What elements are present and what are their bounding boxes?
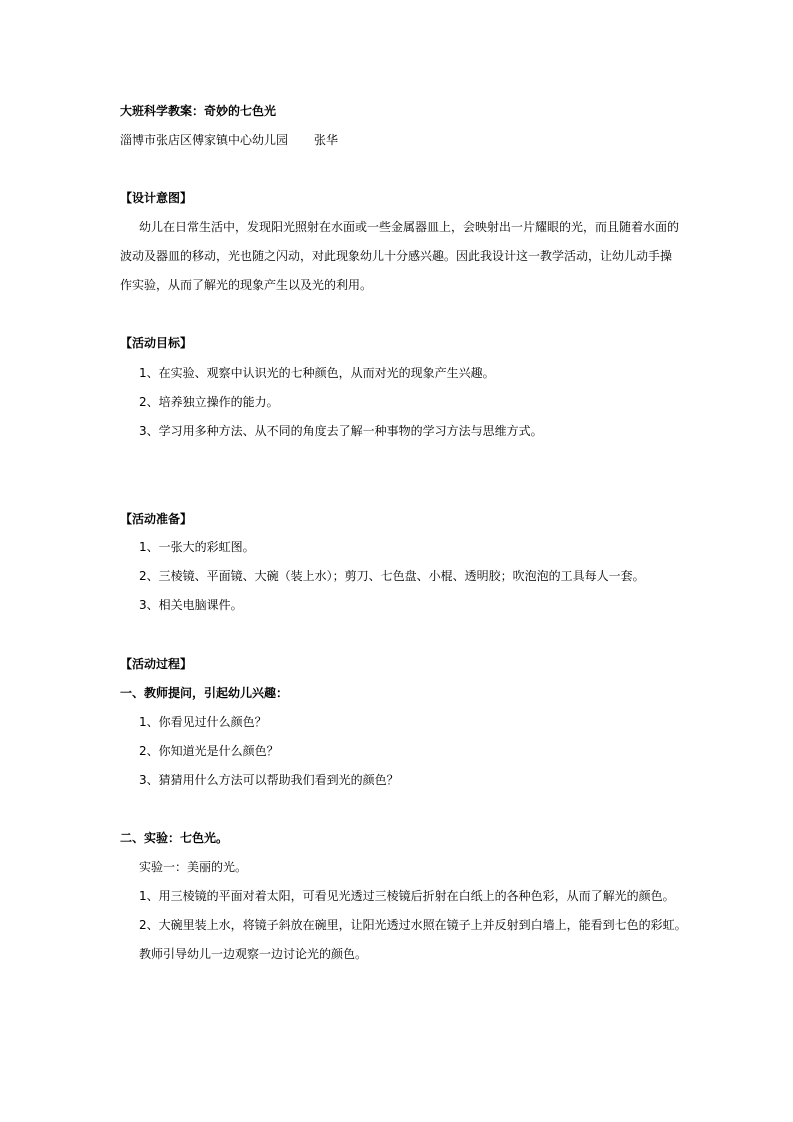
author-name: 张华: [314, 133, 339, 147]
list-item: 1、用三棱镜的平面对着太阳，可看见光透过三棱镜后折射在白纸上的各种色彩，从而了解光的颜色。: [139, 889, 675, 903]
list-item: 2、你知道光是什么颜色？: [139, 744, 279, 758]
list-item: 1、在实验、观察中认识光的七种颜色，从而对光的现象产生兴趣。: [139, 366, 495, 380]
paragraph-line: 幼儿在日常生活中，发现阳光照射在水面或一些金属器皿上，会映射出一片耀眼的光，而且随着水面的: [139, 220, 680, 234]
section-heading-design: 【设计意图】: [120, 191, 193, 205]
list-item: 1、一张大的彩虹图。: [139, 540, 255, 554]
process-part1-heading: 一、教师提问，引起幼儿兴趣：: [120, 686, 289, 700]
list-item: 3、猜猜用什么方法可以帮助我们看到光的颜色？: [139, 773, 399, 787]
list-item: 1、你看见过什么颜色？: [139, 715, 267, 729]
list-item: 2、大碗里装上水，将镜子斜放在碗里，让阳光透过水照在镜子上并反射到白墙上，能看到七色的彩虹。: [139, 918, 687, 932]
section-heading-goals: 【活动目标】: [120, 336, 193, 350]
author-line: [120, 133, 338, 147]
list-item: 3、相关电脑课件。: [139, 598, 243, 612]
list-item: 2、三棱镜、平面镜、大碗（装上水）；剪刀、七色盘、小棍、透明胶；吹泡泡的工具每人一套。: [139, 569, 645, 583]
section-heading-process: 【活动过程】: [120, 657, 193, 671]
experiment-note: 教师引导幼儿一边观察一边讨论光的颜色。: [139, 947, 368, 961]
paragraph-line: 作实验，从而了解光的现象产生以及光的利用。: [120, 278, 373, 292]
author-org: 淄博市张店区傅家镇中心幼儿园: [120, 133, 289, 147]
section-heading-prep: 【活动准备】: [120, 512, 193, 526]
list-item: 3、学习用多种方法、从不同的角度去了解一种事物的学习方法与思维方式。: [139, 424, 543, 438]
experiment-subheading: 实验一：美丽的光。: [139, 860, 248, 874]
process-part2-heading: 二、实验：七色光。: [120, 831, 229, 845]
list-item: 2、培养独立操作的能力。: [139, 395, 279, 409]
document-title: 大班科学教案：奇妙的七色光: [120, 104, 277, 118]
paragraph-line: 波动及器皿的移动，光也随之闪动，对此现象幼儿十分感兴趣。因此我设计这一教学活动，让幼儿动手操: [120, 249, 673, 263]
